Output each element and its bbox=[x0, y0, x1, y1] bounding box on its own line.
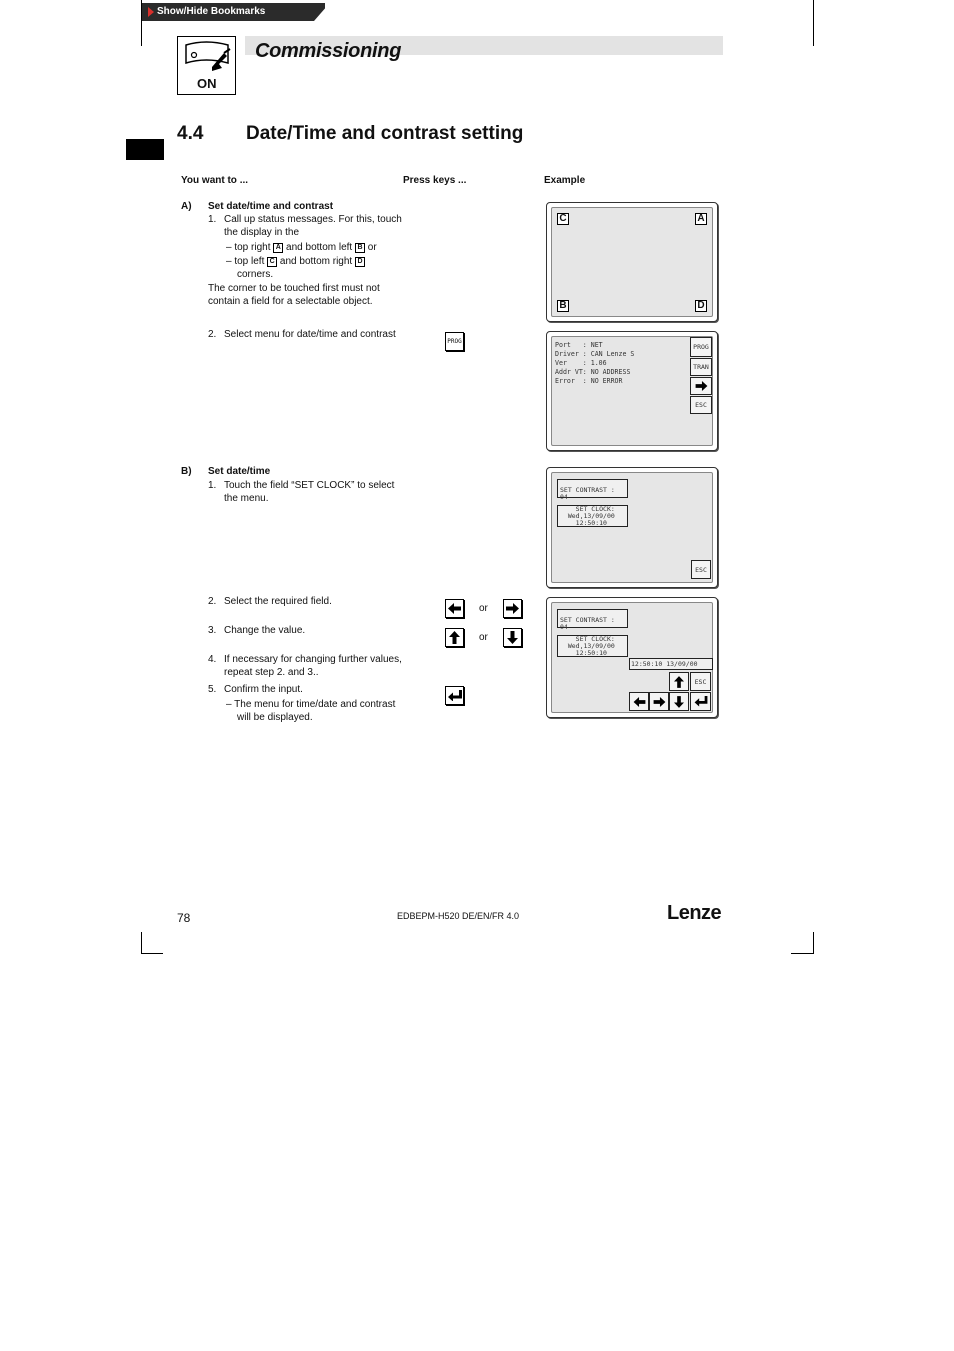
corner-instruction-1 bbox=[226, 241, 377, 255]
step-number: 2. bbox=[208, 329, 217, 340]
heading-title: Date/Time and contrast setting bbox=[246, 123, 524, 144]
screen-display bbox=[551, 207, 713, 317]
step-text: Select menu for date/time and contrast bbox=[224, 329, 396, 340]
step-number: 4. bbox=[208, 654, 217, 665]
step-text: Touch the field “SET CLOCK” to select bbox=[224, 480, 395, 491]
corner-d[interactable]: D bbox=[695, 300, 707, 312]
chapter-marker bbox=[126, 139, 164, 160]
bookmark-arrow-icon bbox=[148, 7, 154, 17]
step-number: 5. bbox=[208, 684, 217, 695]
corner-instruction-2 bbox=[226, 255, 365, 269]
on-label: ON bbox=[197, 76, 217, 91]
instruction-text: – top right bbox=[226, 242, 271, 253]
corner-c[interactable]: C bbox=[557, 213, 569, 225]
screen-esc-button[interactable]: ESC bbox=[690, 672, 711, 691]
arrow-up-key[interactable] bbox=[445, 628, 464, 647]
example-screen-status bbox=[546, 331, 718, 451]
step-text: – The menu for time/date and contrast bbox=[226, 699, 396, 710]
crop-mark bbox=[813, 932, 814, 954]
prog-key-label: PROG bbox=[447, 338, 462, 345]
corner-key-c: C bbox=[267, 257, 277, 267]
lenze-logo: Lenze bbox=[667, 902, 722, 924]
screen-down-button[interactable] bbox=[669, 692, 689, 711]
step-text: the display in the bbox=[224, 227, 300, 238]
crop-mark bbox=[141, 953, 163, 954]
screen-display bbox=[551, 472, 713, 583]
example-screen-edit bbox=[546, 597, 718, 718]
example-screen-corners bbox=[546, 202, 718, 322]
page-number: 78 bbox=[177, 911, 191, 925]
show-hide-bookmarks-label[interactable]: Show/Hide Bookmarks bbox=[157, 6, 266, 17]
set-contrast-field[interactable]: SET CONTRAST : 04 bbox=[557, 479, 628, 498]
step-number: 2. bbox=[208, 596, 217, 607]
column-head-example: Example bbox=[544, 175, 586, 186]
step-text: If necessary for changing further values, bbox=[224, 654, 402, 665]
step-text: will be displayed. bbox=[237, 712, 313, 723]
section-title: Commissioning bbox=[255, 40, 402, 62]
screen-left-button[interactable] bbox=[629, 692, 649, 711]
screen-up-button[interactable] bbox=[669, 672, 689, 691]
screen-esc-button[interactable]: ESC bbox=[691, 560, 711, 579]
note-text: contain a field for a selectable object. bbox=[208, 296, 373, 307]
screen-display bbox=[551, 602, 713, 713]
column-head-press: Press keys ... bbox=[403, 175, 467, 186]
enter-key[interactable] bbox=[445, 686, 464, 705]
step-text: Select the required field. bbox=[224, 596, 332, 607]
screen-next-button[interactable] bbox=[690, 377, 712, 395]
arrow-right-icon bbox=[695, 381, 708, 391]
screen-prog-button[interactable]: PROG bbox=[690, 337, 712, 357]
column-head-want: You want to ... bbox=[181, 175, 249, 186]
section-b-letter: B) bbox=[181, 466, 192, 477]
step-text: Change the value. bbox=[224, 625, 306, 636]
corner-a[interactable]: A bbox=[695, 213, 707, 225]
corner-b[interactable]: B bbox=[557, 300, 569, 312]
instruction-text: – top left bbox=[226, 256, 265, 267]
step-number: 3. bbox=[208, 625, 217, 636]
instruction-text: and bottom right bbox=[279, 256, 353, 267]
status-lines: Port : NET Driver : CAN Lenze S Ver : 1.06 Addr VT: NO ADDRESS Error : NO ERROR bbox=[555, 341, 635, 385]
enter-icon bbox=[694, 696, 708, 707]
step-text: the menu. bbox=[224, 493, 269, 504]
section-b-title: Set date/time bbox=[208, 466, 271, 477]
example-screen-menu bbox=[546, 467, 718, 588]
arrow-up-icon bbox=[449, 631, 460, 644]
arrow-up-icon bbox=[674, 676, 684, 688]
corner-key-b: B bbox=[355, 243, 365, 253]
screen-right-button[interactable] bbox=[649, 692, 669, 711]
arrow-right-icon bbox=[506, 603, 519, 614]
or-label: or bbox=[479, 632, 488, 643]
crop-mark bbox=[791, 953, 813, 954]
step-number: 1. bbox=[208, 214, 217, 225]
arrow-down-icon bbox=[507, 631, 518, 644]
arrow-right-key[interactable] bbox=[503, 599, 522, 618]
arrow-left-icon bbox=[448, 603, 461, 614]
section-a-letter: A) bbox=[181, 201, 192, 212]
corner-key-a: A bbox=[273, 243, 283, 253]
instruction-text: or bbox=[367, 242, 377, 253]
step-number: 1. bbox=[208, 480, 217, 491]
step-text: repeat step 2. and 3.. bbox=[224, 667, 319, 678]
crop-mark bbox=[813, 0, 814, 46]
set-contrast-field[interactable]: SET CONTRAST : 04 bbox=[557, 609, 628, 628]
instruction-text: and bottom left bbox=[286, 242, 353, 253]
prog-key[interactable] bbox=[445, 332, 464, 351]
corner-key-d: D bbox=[355, 257, 365, 267]
note-text: The corner to be touched first must not bbox=[208, 283, 380, 294]
crop-mark bbox=[141, 0, 142, 46]
set-clock-field[interactable]: SET CLOCK: Wed,13/09/00 12:50:10 bbox=[557, 635, 628, 657]
screen-enter-button[interactable] bbox=[690, 692, 711, 711]
arrow-down-key[interactable] bbox=[503, 628, 522, 647]
arrow-down-icon bbox=[674, 696, 684, 708]
arrow-right-icon bbox=[653, 697, 666, 707]
date-time-edit-field[interactable]: 12:50:10 13/09/00 bbox=[629, 658, 713, 670]
arrow-left-key[interactable] bbox=[445, 599, 464, 618]
step-text: corners. bbox=[237, 269, 274, 280]
or-label: or bbox=[479, 603, 488, 614]
set-clock-field[interactable]: SET CLOCK: Wed,13/09/00 12:50:10 bbox=[557, 505, 628, 527]
section-a-title: Set date/time and contrast bbox=[208, 201, 334, 212]
step-text: Call up status messages. For this, touch bbox=[224, 214, 402, 225]
crop-mark bbox=[141, 932, 142, 954]
enter-icon bbox=[448, 690, 462, 701]
heading-number: 4.4 bbox=[177, 123, 204, 144]
screen-esc-button[interactable]: ESC bbox=[690, 396, 712, 414]
screen-display bbox=[551, 336, 713, 446]
step-text: Confirm the input. bbox=[224, 684, 303, 695]
document-id: EDBEPM-H520 DE/EN/FR 4.0 bbox=[397, 911, 520, 921]
arrow-left-icon bbox=[633, 697, 646, 707]
screen-tran-button[interactable]: TRAN bbox=[690, 358, 712, 376]
